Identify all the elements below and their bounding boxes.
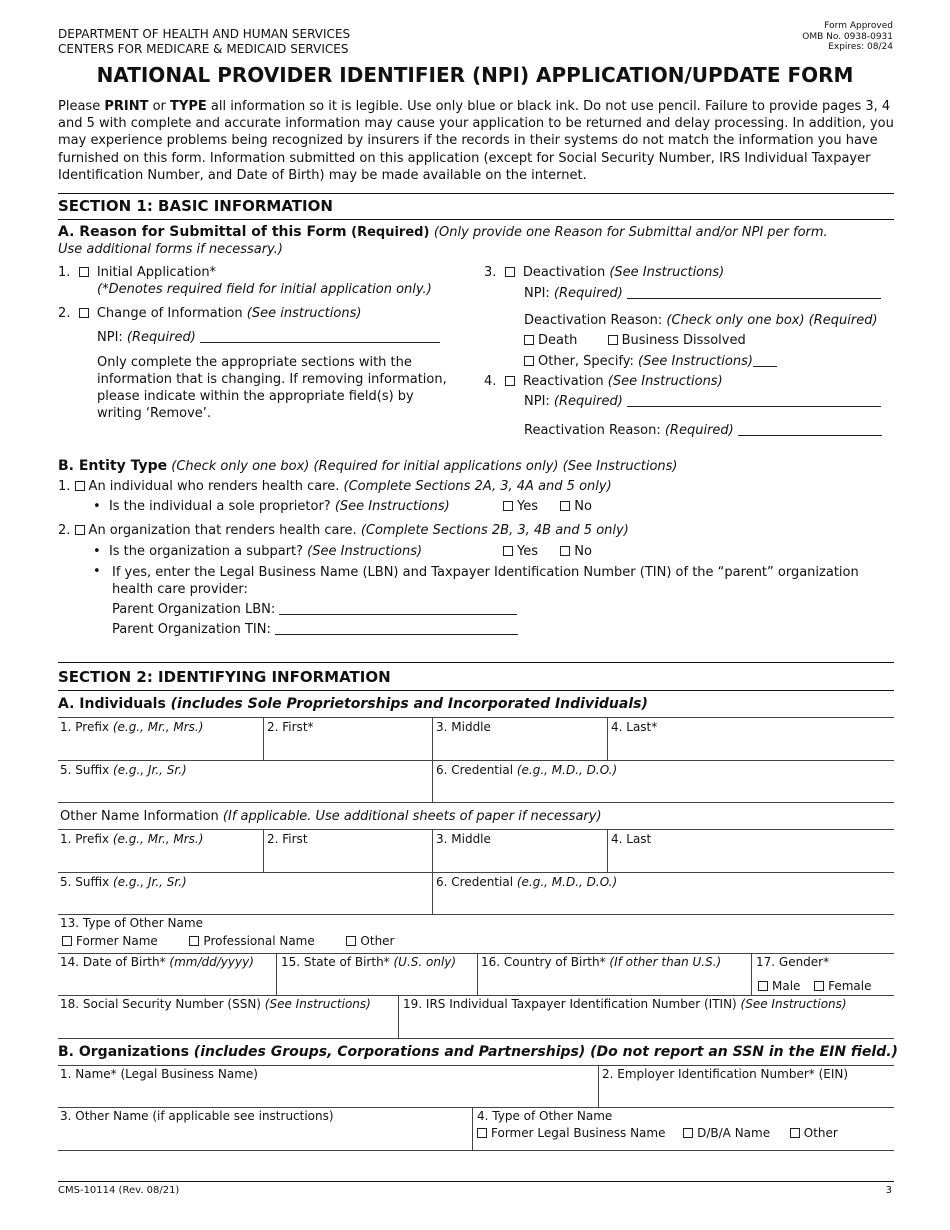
reason-initial: 1. Initial Application*	[58, 265, 217, 280]
last-name-label: 4. Last*	[611, 720, 658, 734]
entity-individual: 1. An individual who renders health care. (Complete Sections 2A, 3, 4A and 5 only)	[58, 479, 612, 494]
type-other-name-options: Former Name Professional Name Other	[62, 934, 395, 948]
dept-line-1: DEPARTMENT OF HEALTH AND HUMAN SERVICES	[58, 27, 351, 41]
change-information-checkbox[interactable]	[79, 308, 89, 318]
dba-checkbox[interactable]	[683, 1128, 693, 1138]
org-name-label: 1. Name* (Legal Business Name)	[60, 1067, 258, 1081]
initial-note: (*Denotes required field for initial application only.)	[97, 282, 432, 297]
type-other-name-label: 13. Type of Other Name	[60, 916, 203, 930]
subpart-row: • Is the organization a subpart? (See Instructions)	[93, 544, 423, 559]
other-last-label: 4. Last	[611, 832, 652, 846]
bullet: •	[93, 564, 101, 579]
parent-lbn-row: Parent Organization LBN:	[112, 602, 517, 617]
subpart-no-checkbox[interactable]	[560, 546, 570, 556]
gender-label: 17. Gender*	[756, 955, 830, 969]
section1a-heading: A. Reason for Submittal of this Form (Required) (Only provide one Reason for Submittal and/or NPI per form. Use additional forms if necessary.)	[58, 224, 828, 257]
section2b-heading: B. Organizations (includes Groups, Corporations and Partnerships) (Do not report an SSN in the EIN field.)	[58, 1044, 898, 1060]
section1-title: SECTION 1: BASIC INFORMATION	[58, 197, 333, 215]
organization-checkbox[interactable]	[75, 525, 85, 535]
reason-change: 2. Change of Information (See instructions)	[58, 306, 362, 321]
section2a-heading: A. Individuals (includes Sole Proprietorships and Incorporated Individuals)	[58, 696, 648, 712]
org-other-name-label: 3. Other Name (if applicable see instructions)	[60, 1109, 334, 1123]
deact-npi-field[interactable]	[627, 298, 881, 299]
other-credential-label: 6. Credential (e.g., M.D., D.O.)	[436, 875, 618, 889]
reason-reactivation: 4. Reactivation (See Instructions)	[484, 374, 723, 389]
former-name-checkbox[interactable]	[62, 936, 72, 946]
parent-lbn-field[interactable]	[279, 614, 517, 615]
change-npi-row: NPI: (Required)	[97, 330, 440, 345]
state-birth-label: 15. State of Birth* (U.S. only)	[281, 955, 457, 969]
ein-label: 2. Employer Identification Number* (EIN)	[602, 1067, 849, 1081]
business-dissolved-checkbox[interactable]	[608, 335, 618, 345]
other-prefix-label: 1. Prefix (e.g., Mr., Mrs.)	[60, 832, 204, 846]
react-reason-field[interactable]	[738, 435, 882, 436]
form-id: CMS-10114 (Rev. 08/21)	[58, 1185, 180, 1196]
middle-name-label: 3. Middle	[436, 720, 491, 734]
individual-checkbox[interactable]	[75, 481, 85, 491]
prefix-label: 1. Prefix (e.g., Mr., Mrs.)	[60, 720, 204, 734]
react-reason-row: Reactivation Reason: (Required)	[524, 423, 882, 438]
other-first-label: 2. First	[267, 832, 308, 846]
female-checkbox[interactable]	[814, 981, 824, 991]
deact-other-row: Other, Specify: (See Instructions)	[524, 354, 777, 369]
reason-deactivation: 3. Deactivation (See Instructions)	[484, 265, 725, 280]
sole-proprietor-options: Yes No	[503, 499, 592, 514]
subpart-options: Yes No	[503, 544, 592, 559]
page-number: 3	[885, 1185, 892, 1196]
change-npi-field[interactable]	[200, 342, 440, 343]
deact-other-checkbox[interactable]	[524, 356, 534, 366]
intro-paragraph: Please PRINT or TYPE all information so it is legible. Use only blue or black ink. Do not use pencil. Failure to provide pages 3, 4 and 5 with complete and accurate information may cause your application to be returned and delay processing. In addition, you may experience problems being recognized by insurers if the records in their systems do not match the information you have furnished on this form. Information submitted on this application (except for Social Security Number, IRS Individual Taxpayer Identification Number, and Date of Birth) may be made available on the internet.	[58, 99, 894, 183]
deact-other-field[interactable]	[753, 366, 777, 367]
dob-label: 14. Date of Birth* (mm/dd/yyyy)	[60, 955, 254, 969]
page-title: NATIONAL PROVIDER IDENTIFIER (NPI) APPLICATION/UPDATE FORM	[96, 63, 854, 87]
org-other-type-checkbox[interactable]	[790, 1128, 800, 1138]
form-approved: Form Approved	[824, 21, 893, 31]
other-name-type-checkbox[interactable]	[346, 936, 356, 946]
sole-prop-yes-checkbox[interactable]	[503, 501, 513, 511]
country-birth-label: 16. Country of Birth* (If other than U.S.)	[481, 955, 722, 969]
sole-prop-no-checkbox[interactable]	[560, 501, 570, 511]
deact-options: Death Business Dissolved	[524, 333, 746, 348]
deact-reason-row: Deactivation Reason: (Check only one box) (Required)	[524, 313, 878, 328]
itin-label: 19. IRS Individual Taxpayer Identification Number (ITIN) (See Instructions)	[403, 997, 847, 1011]
former-lbn-checkbox[interactable]	[477, 1128, 487, 1138]
deactivation-checkbox[interactable]	[505, 267, 515, 277]
omb-block	[802, 21, 893, 53]
first-name-label: 2. First*	[267, 720, 314, 734]
entity-organization: 2. An organization that renders health care. (Complete Sections 2B, 3, 4B and 5 only)	[58, 523, 629, 538]
sole-proprietor-row: • Is the individual a sole proprietor? (See Instructions)	[93, 499, 450, 514]
parent-tin-field[interactable]	[275, 634, 518, 635]
ssn-label: 18. Social Security Number (SSN) (See Instructions)	[60, 997, 371, 1011]
other-middle-label: 3. Middle	[436, 832, 491, 846]
death-checkbox[interactable]	[524, 335, 534, 345]
react-npi-field[interactable]	[627, 406, 881, 407]
omb-number: OMB No. 0938-0931	[802, 31, 893, 42]
other-suffix-label: 5. Suffix (e.g., Jr., Sr.)	[60, 875, 187, 889]
dept-line-2: CENTERS FOR MEDICARE & MEDICAID SERVICES	[58, 42, 349, 56]
entity-type-heading: B. Entity Type (Check only one box) (Required for initial applications only) (See Instructions)	[58, 458, 678, 474]
professional-name-checkbox[interactable]	[189, 936, 199, 946]
initial-application-checkbox[interactable]	[79, 267, 89, 277]
org-type-other-label: 4. Type of Other Name	[477, 1109, 613, 1123]
male-checkbox[interactable]	[758, 981, 768, 991]
react-npi-row: NPI: (Required)	[524, 394, 881, 409]
expires: Expires: 08/24	[828, 42, 893, 52]
reactivation-checkbox[interactable]	[505, 376, 515, 386]
credential-label: 6. Credential (e.g., M.D., D.O.)	[436, 763, 618, 777]
section2-title: SECTION 2: IDENTIFYING INFORMATION	[58, 668, 391, 686]
agency-header	[58, 27, 350, 57]
change-instructions: Only complete the appropriate sections with the information that is changing. If removing information, please indicate within the appropriate field(s) by writing ‘Remove’.	[97, 355, 447, 421]
suffix-label: 5. Suffix (e.g., Jr., Sr.)	[60, 763, 187, 777]
parent-instructions: If yes, enter the Legal Business Name (LBN) and Taxpayer Identification Number (TIN) of the “parent” organization health care provider:	[112, 565, 859, 597]
org-type-other-options: Former Legal Business Name D/B/A Name Other	[477, 1126, 838, 1140]
other-name-heading: Other Name Information (If applicable. Use additional sheets of paper if necessary)	[60, 809, 602, 824]
gender-options: Male Female	[758, 979, 871, 993]
parent-tin-row: Parent Organization TIN:	[112, 622, 518, 637]
subpart-yes-checkbox[interactable]	[503, 546, 513, 556]
deact-npi-row: NPI: (Required)	[524, 286, 881, 301]
